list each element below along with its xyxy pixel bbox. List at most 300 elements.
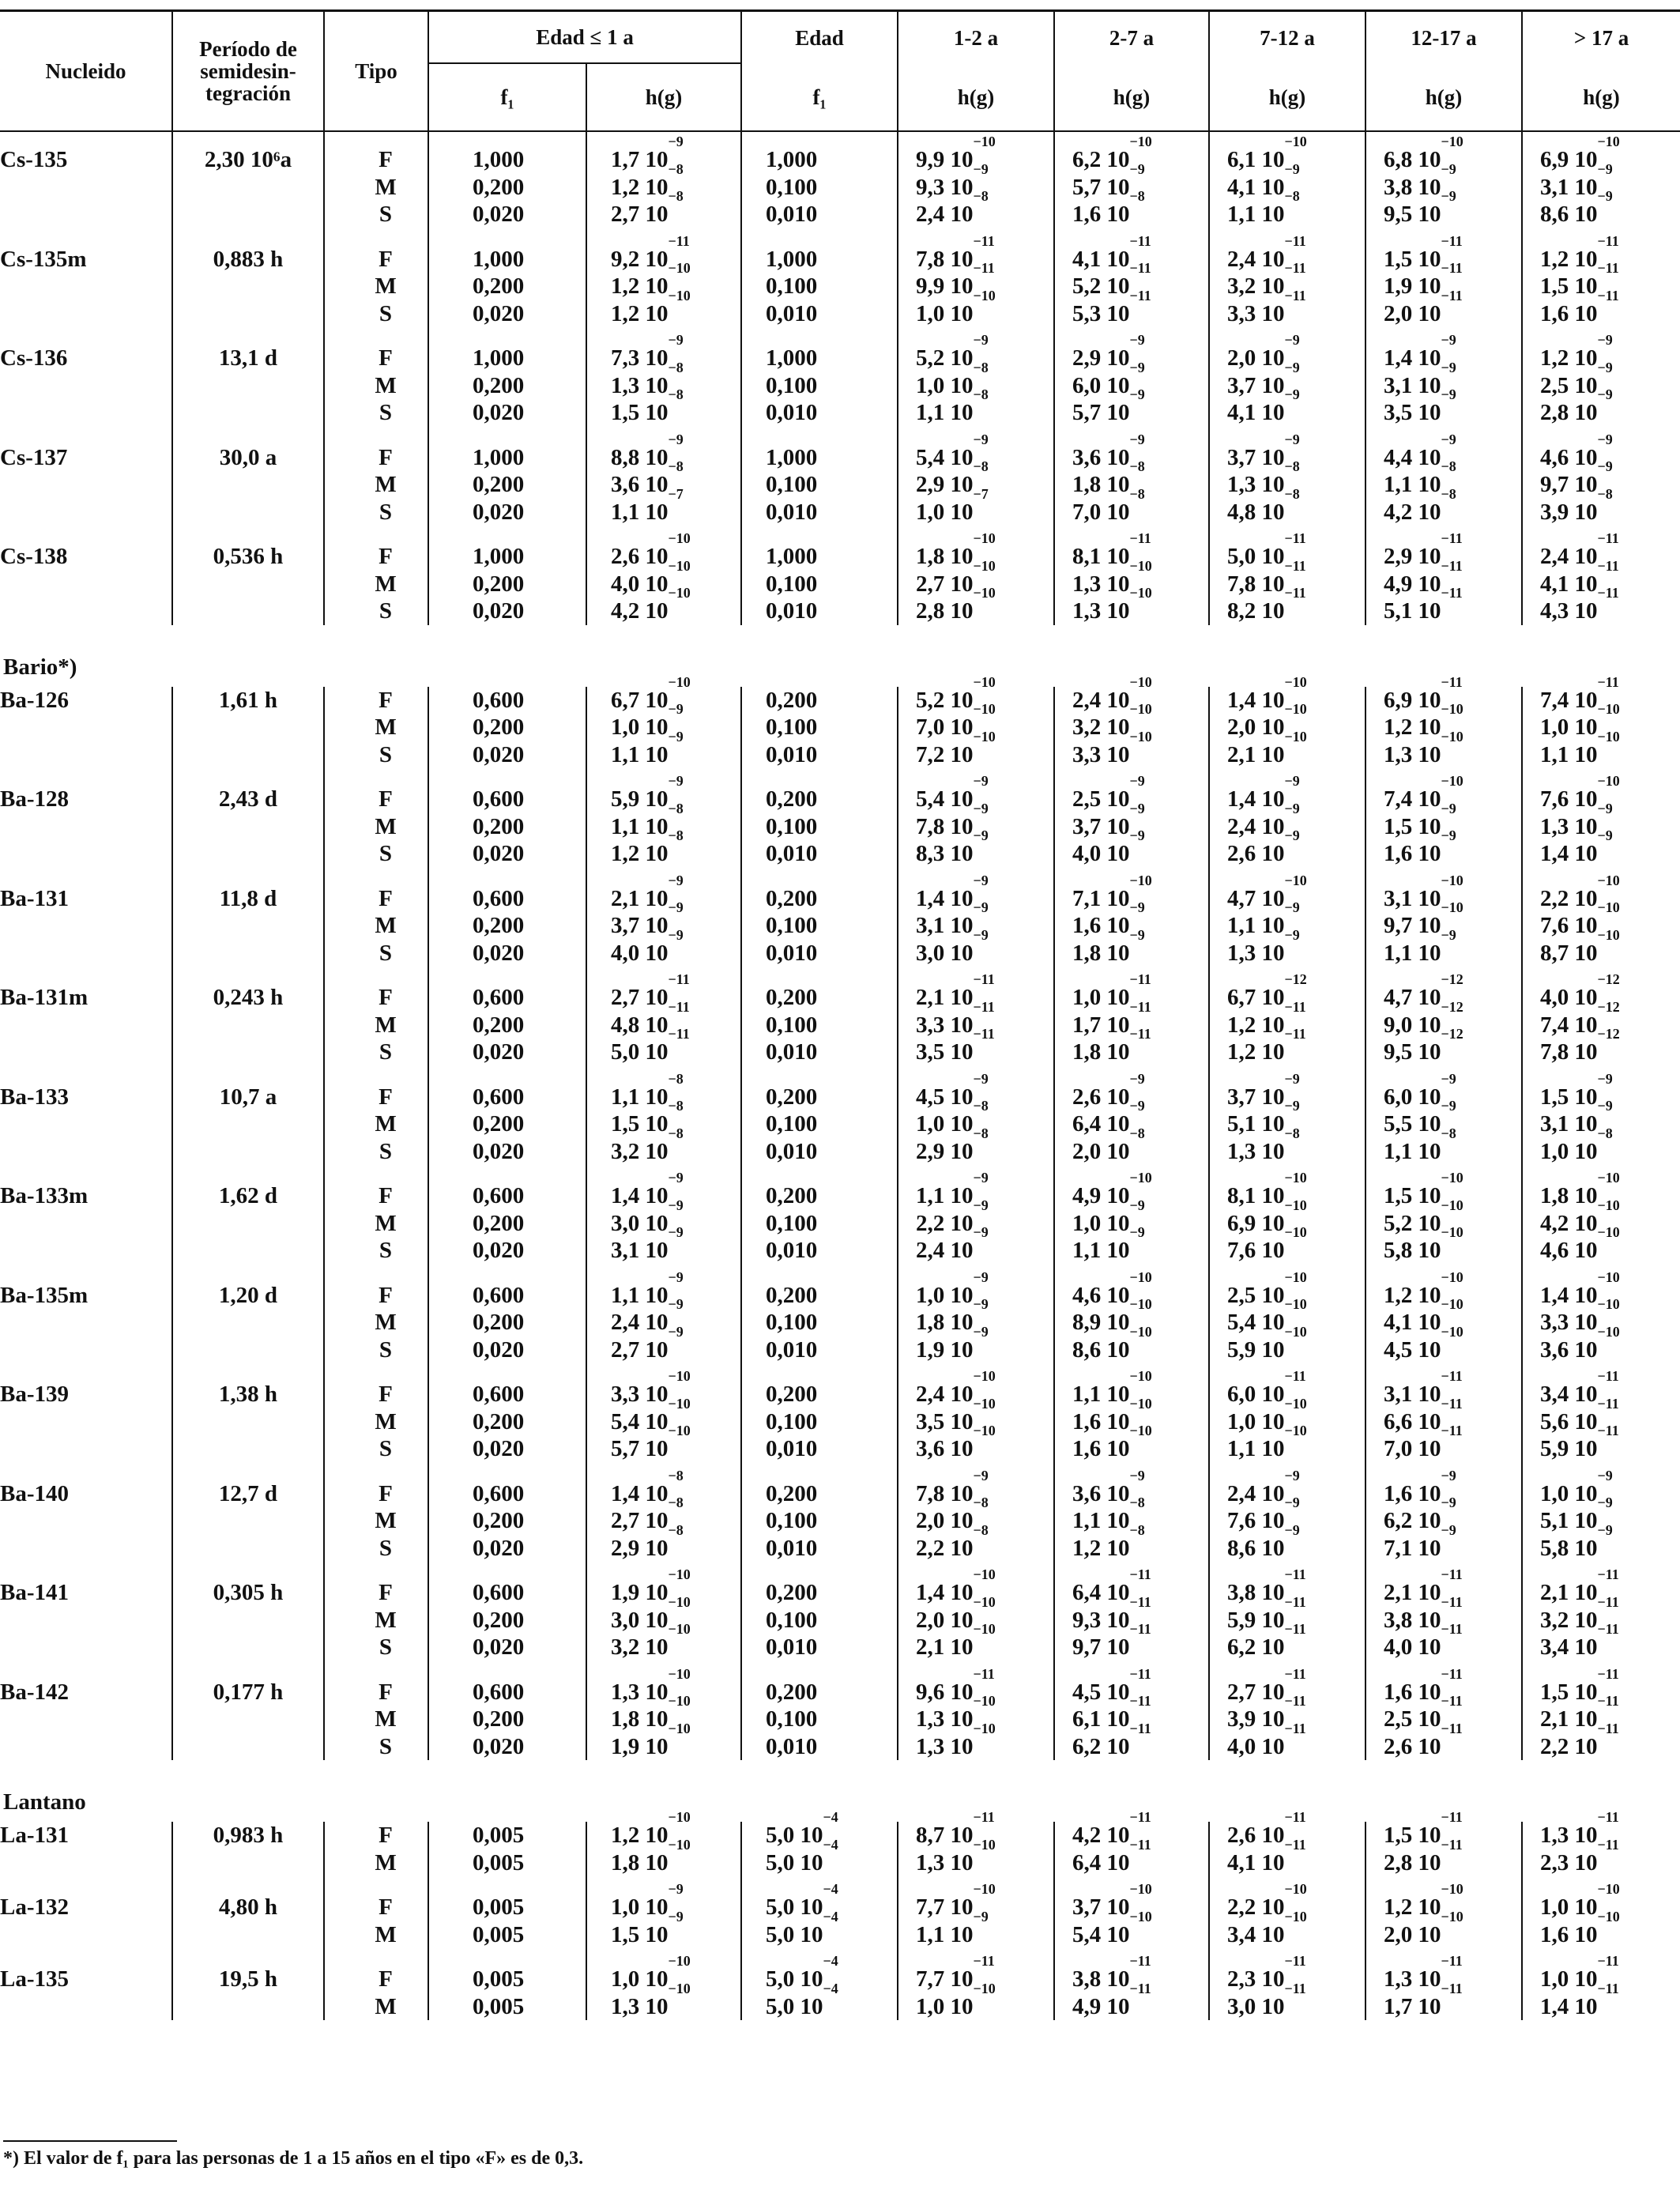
hg-infant-value: 2,4 $10^{-9}$ xyxy=(611,1296,684,1335)
hg-age-4-value: 9,0 $10^{-12}$ xyxy=(1384,998,1463,1038)
f1-infant-value: 1,000 xyxy=(473,544,525,569)
hg-age-2-value: 1,0 $10^{-11}$ xyxy=(1072,971,1151,1010)
header-hg-4: h(g) xyxy=(1365,63,1522,131)
hg-age-3-value: 3,2 $10^{-11}$ xyxy=(1227,260,1306,299)
hg-age-5-value: 1,0 $10^{-9}$ xyxy=(1540,1467,1613,1506)
hg-age-4-value: 9,7 $10^{-10}$ xyxy=(1384,899,1463,938)
hg-age-2 xyxy=(1054,1562,1209,1661)
hg-age-4-value: 1,5 $10^{-11}$ xyxy=(1384,232,1463,272)
hg-age-2-value: 1,1 $10^{-8}$ xyxy=(1072,1495,1145,1533)
hg-age-3-value: 3,8 $10^{-11}$ xyxy=(1227,1566,1306,1605)
hg-age-4-value: 5,1 $10^{-11}$ xyxy=(1384,585,1463,624)
half-life: 2,30 10⁶a xyxy=(172,131,324,228)
hg-age-4-value: 1,3 $10^{-10}$ xyxy=(1384,728,1463,767)
f1-infant-value: 0,200 xyxy=(473,372,525,398)
f1-infant xyxy=(428,1165,586,1265)
hg-infant-value: 1,2 $10^{-8}$ xyxy=(611,827,684,866)
hg-infant xyxy=(586,1948,741,2020)
tipo-value: F xyxy=(379,246,393,272)
hg-age-4-value: 7,1 $10^{-9}$ xyxy=(1384,1521,1456,1561)
hg-age-4 xyxy=(1365,1066,1522,1166)
half-life: 10,7 a xyxy=(172,1066,324,1166)
f1-older-value: 0,100 xyxy=(766,1408,818,1434)
hg-infant-value: 1,7 $10^{-9}$ xyxy=(611,134,684,172)
hg-infant-value: 1,1 $10^{-9}$ xyxy=(611,1269,684,1308)
hg-age-4-value: 4,7 $10^{-12}$ xyxy=(1384,971,1463,1010)
hg-infant xyxy=(586,526,741,625)
hg-age-2-value: 6,1 $10^{-11}$ xyxy=(1072,1693,1151,1732)
hg-age-2-value: 5,2 $10^{-11}$ xyxy=(1072,260,1151,299)
hg-age-3-value: 1,0 $10^{-10}$ xyxy=(1227,1395,1307,1434)
half-life: 1,38 h xyxy=(172,1363,324,1463)
hg-age-4-value: 6,2 $10^{-9}$ xyxy=(1384,1495,1456,1533)
nuclide-name: Ba-133 xyxy=(0,1084,69,1110)
nuclide-row xyxy=(0,526,1680,625)
tipo-value: F xyxy=(379,1183,393,1208)
hg-age-2-value: 9,7 $10^{-11}$ xyxy=(1072,1621,1151,1660)
half-life: 1,61 h xyxy=(172,687,324,769)
hg-age-2-value: 1,8 $10^{-8}$ xyxy=(1072,458,1145,497)
hg-infant-value: 1,1 $10^{-9}$ xyxy=(611,728,684,767)
hg-infant-value: 1,8 $10^{-10}$ xyxy=(611,1693,691,1732)
hg-age-2-value: 8,1 $10^{-11}$ xyxy=(1072,530,1151,569)
half-life: 0,305 h xyxy=(172,1562,324,1661)
f1-infant xyxy=(428,228,586,328)
hg-age-4-value: 3,1 $10^{-10}$ xyxy=(1384,872,1463,911)
f1-infant-value: 0,005 xyxy=(473,1993,525,2019)
hg-age-4-value: 1,2 $10^{-10}$ xyxy=(1384,701,1463,740)
f1-older xyxy=(741,1948,898,2020)
hg-infant-value: 3,2 $10^{-10}$ xyxy=(611,1621,691,1660)
tipo-value: M xyxy=(375,571,397,597)
hg-age-5-value: 1,1 $10^{-10}$ xyxy=(1540,728,1620,767)
footnote: *) El valor de f₁ para las personas de 1 a 15 años en el tipo «F» es de 0,3. xyxy=(3,2148,584,2169)
f1-older-value: 0,010 xyxy=(766,940,818,966)
hg-age-3-value: 7,8 $10^{-11}$ xyxy=(1227,557,1306,597)
header-hg-1: h(g) xyxy=(898,63,1054,131)
hg-age-3-value: 2,0 $10^{-9}$ xyxy=(1227,332,1300,371)
f1-infant-value: 0,020 xyxy=(473,1733,525,1759)
f1-older xyxy=(741,427,898,526)
tipo xyxy=(324,1363,428,1463)
hg-age-1-value: 2,9 $10^{-8}$ xyxy=(916,458,989,497)
dose-coefficient-table xyxy=(0,9,1680,2020)
hg-infant-value: 1,1 $10^{-8}$ xyxy=(611,800,684,839)
f1-infant xyxy=(428,1265,586,1364)
f1-infant-value: 1,000 xyxy=(473,246,525,272)
hg-age-2 xyxy=(1054,1066,1209,1166)
tipo xyxy=(324,768,428,868)
tipo-value: F xyxy=(379,544,393,569)
nuclide-row xyxy=(0,427,1680,526)
hg-age-4-value: 4,1 $10^{-10}$ xyxy=(1384,1296,1463,1335)
hg-age-1-value: 2,4 $10^{-9}$ xyxy=(916,1224,989,1263)
hg-age-2-value: 3,8 $10^{-11}$ xyxy=(1072,1953,1151,1992)
hg-infant-value: 1,0 $10^{-9}$ xyxy=(611,1881,684,1920)
hg-age-1-value: 2,4 $10^{-8}$ xyxy=(916,188,989,227)
tipo-value: S xyxy=(379,300,393,326)
hg-age-3-value: 2,4 $10^{-9}$ xyxy=(1227,1467,1300,1506)
f1-infant xyxy=(428,1822,586,1876)
hg-age-5-value: 4,0 $10^{-12}$ xyxy=(1540,971,1620,1010)
hg-age-5-value: 1,5 $10^{-9}$ xyxy=(1540,1070,1613,1110)
f1-infant xyxy=(428,768,586,868)
hg-age-4-value: 9,5 $10^{-9}$ xyxy=(1384,188,1456,227)
hg-infant-value: 9,2 $10^{-11}$ xyxy=(611,232,690,272)
hg-age-5-value: 2,8 $10^{-9}$ xyxy=(1540,386,1613,425)
hg-age-4-value: 3,8 $10^{-11}$ xyxy=(1384,1593,1463,1633)
hg-age-2-value: 8,6 $10^{-10}$ xyxy=(1072,1323,1152,1363)
hg-age-5 xyxy=(1522,1876,1680,1948)
hg-age-4-value: 1,5 $10^{-9}$ xyxy=(1384,800,1456,839)
hg-age-3-value: 2,3 $10^{-11}$ xyxy=(1227,1953,1306,1992)
hg-infant-value: 5,0 $10^{-11}$ xyxy=(611,1026,690,1065)
hg-age-2-value: 1,6 $10^{-8}$ xyxy=(1072,188,1145,227)
nuclide-row xyxy=(0,687,1680,769)
hg-age-2-value: 9,3 $10^{-11}$ xyxy=(1072,1593,1151,1633)
f1-infant-value: 0,020 xyxy=(473,741,525,767)
f1-older-value: 0,100 xyxy=(766,913,818,938)
hg-age-1-value: 2,2 $10^{-8}$ xyxy=(916,1521,989,1561)
f1-infant-value: 0,600 xyxy=(473,1580,525,1605)
hg-age-5-value: 1,2 $10^{-9}$ xyxy=(1540,332,1613,371)
hg-age-4-value: 7,4 $10^{-10}$ xyxy=(1384,773,1463,812)
hg-infant-value: 1,0 $10^{-9}$ xyxy=(611,701,684,740)
hg-infant-value: 5,4 $10^{-10}$ xyxy=(611,1395,691,1434)
f1-infant-value: 0,600 xyxy=(473,1282,525,1308)
hg-age-3-value: 3,9 $10^{-11}$ xyxy=(1227,1693,1306,1732)
hg-age-5-value: 1,0 $10^{-10}$ xyxy=(1540,701,1620,740)
hg-age-2-value: 1,6 $10^{-9}$ xyxy=(1072,899,1145,938)
f1-older-value: 0,010 xyxy=(766,499,818,525)
tipo-value: F xyxy=(379,1282,393,1308)
hg-age-2 xyxy=(1054,1363,1209,1463)
hg-age-1-value: 1,4 $10^{-10}$ xyxy=(916,1566,996,1605)
hg-age-1-value: 1,3 $10^{-10}$ xyxy=(916,1720,996,1759)
f1-infant-value: 0,600 xyxy=(473,985,525,1010)
hg-age-2-value: 4,2 $10^{-11}$ xyxy=(1072,1809,1151,1848)
f1-infant-value: 0,200 xyxy=(473,813,525,839)
f1-older-value: 0,100 xyxy=(766,1310,818,1335)
hg-age-3-value: 1,4 $10^{-9}$ xyxy=(1227,773,1300,812)
nuclide-name: Ba-139 xyxy=(0,1382,69,1407)
hg-age-1-value: 1,0 $10^{-7}$ xyxy=(916,485,989,525)
hg-age-1 xyxy=(898,228,1054,328)
hg-age-3-value: 1,1 $10^{-10}$ xyxy=(1227,1423,1307,1461)
hg-infant-value: 1,5 $10^{-8}$ xyxy=(611,1098,684,1137)
hg-age-5-value: 5,6 $10^{-11}$ xyxy=(1540,1395,1619,1434)
f1-infant-value: 0,200 xyxy=(473,1607,525,1633)
header-edad: Edad xyxy=(741,11,898,64)
hg-age-5-value: 1,3 $10^{-11}$ xyxy=(1540,1809,1619,1848)
f1-infant-value: 0,200 xyxy=(473,1508,525,1533)
hg-infant-value: 3,2 $10^{-8}$ xyxy=(611,1125,684,1164)
f1-older xyxy=(741,1066,898,1166)
f1-infant-value: 0,020 xyxy=(473,1634,525,1660)
hg-infant xyxy=(586,768,741,868)
f1-older xyxy=(741,1876,898,1948)
hg-age-3 xyxy=(1209,1463,1365,1563)
hg-age-3-value: 1,3 $10^{-8}$ xyxy=(1227,458,1300,497)
hg-age-5-value: 2,4 $10^{-11}$ xyxy=(1540,530,1619,569)
hg-age-4-value: 2,1 $10^{-11}$ xyxy=(1384,1566,1463,1605)
hg-age-5-value: 4,3 $10^{-11}$ xyxy=(1540,585,1619,624)
header-age-2: 2-7 a xyxy=(1054,11,1209,64)
hg-age-2-value: 1,0 $10^{-9}$ xyxy=(1072,1197,1145,1236)
f1-infant-value: 0,020 xyxy=(473,841,525,866)
hg-age-2-value: 1,3 $10^{-10}$ xyxy=(1072,557,1152,597)
half-life: 1,20 d xyxy=(172,1265,324,1364)
hg-infant-value: 7,3 $10^{-9}$ xyxy=(611,332,684,371)
header-tipo: Tipo xyxy=(324,11,428,132)
f1-infant xyxy=(428,868,586,967)
tipo-value: F xyxy=(379,985,393,1010)
hg-age-3-value: 1,4 $10^{-10}$ xyxy=(1227,673,1307,713)
hg-age-1-value: 1,3 $10^{-10}$ xyxy=(916,1693,996,1732)
hg-age-2-value: 2,6 $10^{-9}$ xyxy=(1072,1070,1145,1110)
hg-age-5 xyxy=(1522,673,1680,769)
tipo xyxy=(324,1822,428,1876)
f1-older-value: 0,100 xyxy=(766,273,818,299)
hg-age-1 xyxy=(898,768,1054,868)
hg-age-3 xyxy=(1209,427,1365,526)
f1-older-value: 0,200 xyxy=(766,1282,818,1308)
tipo-value: F xyxy=(379,687,393,713)
header-age-5: > 17 a xyxy=(1522,11,1680,64)
hg-age-3-value: 2,6 $10^{-9}$ xyxy=(1227,827,1300,866)
f1-infant-value: 0,020 xyxy=(473,202,525,227)
tipo-value: S xyxy=(379,1039,393,1065)
hg-age-4 xyxy=(1365,1876,1522,1948)
f1-older-value: 5,0 $10^{-4}$ xyxy=(766,1809,838,1848)
hg-age-2-value: 1,6 $10^{-10}$ xyxy=(1072,1423,1152,1461)
hg-age-2 xyxy=(1054,868,1209,967)
f1-infant-value: 0,600 xyxy=(473,1084,525,1110)
nuclide-row xyxy=(0,868,1680,967)
hg-age-5 xyxy=(1522,1265,1680,1364)
hg-age-1-value: 7,0 $10^{-10}$ xyxy=(916,701,996,740)
f1-infant-value: 0,200 xyxy=(473,1706,525,1732)
tipo-value: S xyxy=(379,940,393,966)
hg-age-3-value: 1,2 $10^{-11}$ xyxy=(1227,1026,1306,1065)
hg-age-3-value: 1,2 $10^{-11}$ xyxy=(1227,998,1306,1038)
hg-age-3 xyxy=(1209,1165,1365,1265)
hg-age-1-value: 2,1 $10^{-11}$ xyxy=(916,971,995,1010)
hg-age-1-value: 2,4 $10^{-10}$ xyxy=(916,1368,996,1407)
tipo-value: S xyxy=(379,499,393,525)
hg-age-2-value: 6,2 $10^{-10}$ xyxy=(1072,134,1152,172)
f1-infant-value: 0,020 xyxy=(473,1039,525,1065)
hg-age-4-value: 6,8 $10^{-10}$ xyxy=(1384,134,1463,172)
f1-infant-value: 0,200 xyxy=(473,472,525,497)
hg-infant-value: 4,8 $10^{-11}$ xyxy=(611,998,690,1038)
hg-age-1-value: 2,2 $10^{-9}$ xyxy=(916,1197,989,1236)
hg-age-2-value: 6,0 $10^{-9}$ xyxy=(1072,359,1145,398)
nuclide-row xyxy=(0,768,1680,868)
hg-age-1 xyxy=(898,1661,1054,1761)
hg-age-3 xyxy=(1209,1661,1365,1761)
f1-older xyxy=(741,327,898,427)
f1-infant-value: 0,005 xyxy=(473,1921,525,1947)
hg-age-2-value: 5,4 $10^{-10}$ xyxy=(1072,1908,1152,1947)
hg-age-5-value: 1,0 $10^{-8}$ xyxy=(1540,1125,1613,1164)
hg-age-3-value: 1,3 $10^{-9}$ xyxy=(1227,926,1300,966)
hg-age-4-value: 6,0 $10^{-9}$ xyxy=(1384,1070,1456,1110)
f1-infant xyxy=(428,131,586,228)
f1-older-value: 0,200 xyxy=(766,687,818,713)
tipo-value: S xyxy=(379,202,393,227)
f1-infant-value: 0,200 xyxy=(473,571,525,597)
f1-older-value: 0,010 xyxy=(766,1039,818,1065)
f1-older-value: 0,100 xyxy=(766,1607,818,1633)
hg-age-3-value: 4,1 $10^{-9}$ xyxy=(1227,386,1300,425)
hg-age-2 xyxy=(1054,1948,1209,2020)
hg-age-5-value: 1,6 $10^{-10}$ xyxy=(1540,1908,1620,1947)
tipo-value: M xyxy=(375,1849,397,1875)
hg-age-4-value: 2,0 $10^{-10}$ xyxy=(1384,1908,1463,1947)
hg-infant-value: 1,5 $10^{-9}$ xyxy=(611,1908,684,1947)
hg-age-4-value: 9,5 $10^{-12}$ xyxy=(1384,1026,1463,1065)
f1-infant-value: 1,000 xyxy=(473,147,525,172)
hg-age-4 xyxy=(1365,1809,1522,1876)
hg-age-2-value: 7,1 $10^{-10}$ xyxy=(1072,872,1152,911)
hg-age-1-value: 3,1 $10^{-9}$ xyxy=(916,899,989,938)
f1-older xyxy=(741,1661,898,1761)
f1-infant xyxy=(428,327,586,427)
hg-age-1 xyxy=(898,1165,1054,1265)
tipo-value: F xyxy=(379,147,393,172)
tipo xyxy=(324,967,428,1066)
hg-age-5-value: 2,5 $10^{-9}$ xyxy=(1540,359,1613,398)
hg-age-1-value: 5,2 $10^{-10}$ xyxy=(916,673,996,713)
nuclide-row xyxy=(0,327,1680,427)
f1-older-value: 0,010 xyxy=(766,1436,818,1461)
nuclide-name: Ba-141 xyxy=(0,1580,69,1605)
hg-infant-value: 1,1 $10^{-8}$ xyxy=(611,1070,684,1110)
hg-age-3 xyxy=(1209,1809,1365,1876)
hg-age-5-value: 2,1 $10^{-11}$ xyxy=(1540,1693,1619,1732)
hg-infant-value: 1,2 $10^{-8}$ xyxy=(611,160,684,200)
hg-age-2-value: 7,0 $10^{-8}$ xyxy=(1072,485,1145,525)
f1-older-value: 0,100 xyxy=(766,1508,818,1533)
tipo-value: S xyxy=(379,1733,393,1759)
f1-older-value: 5,0 $10^{-4}$ xyxy=(766,1908,838,1947)
nuclide-row xyxy=(0,1661,1680,1761)
hg-age-5 xyxy=(1522,1948,1680,2020)
hg-age-1 xyxy=(898,967,1054,1066)
tipo-value: M xyxy=(375,1607,397,1633)
hg-age-5 xyxy=(1522,1562,1680,1661)
hg-age-2 xyxy=(1054,131,1209,228)
hg-age-5-value: 5,1 $10^{-9}$ xyxy=(1540,1495,1613,1533)
f1-older-value: 5,0 $10^{-4}$ xyxy=(766,1836,838,1875)
hg-age-1-value: 1,0 $10^{-10}$ xyxy=(916,287,996,326)
hg-age-2-value: 1,6 $10^{-10}$ xyxy=(1072,1395,1152,1434)
hg-age-4-value: 3,5 $10^{-9}$ xyxy=(1384,386,1456,425)
nuclide-row xyxy=(0,1066,1680,1166)
hg-infant-value: 5,7 $10^{-10}$ xyxy=(611,1423,691,1461)
f1-infant-value: 0,020 xyxy=(473,499,525,525)
hg-infant-value: 1,4 $10^{-8}$ xyxy=(611,1467,684,1506)
f1-older-value: 1,000 xyxy=(766,246,818,272)
hg-age-2-value: 3,7 $10^{-9}$ xyxy=(1072,800,1145,839)
f1-infant-value: 0,005 xyxy=(473,1894,525,1920)
f1-older-value: 0,010 xyxy=(766,1238,818,1263)
hg-infant-value: 4,2 $10^{-10}$ xyxy=(611,585,691,624)
hg-age-3 xyxy=(1209,768,1365,868)
tipo-value: M xyxy=(375,273,397,299)
hg-age-5-value: 6,9 $10^{-10}$ xyxy=(1540,134,1620,172)
hg-age-2-value: 5,7 $10^{-9}$ xyxy=(1072,386,1145,425)
tipo xyxy=(324,131,428,228)
hg-age-4 xyxy=(1365,868,1522,967)
hg-age-1-value: 2,7 $10^{-10}$ xyxy=(916,557,996,597)
tipo-value: F xyxy=(379,444,393,470)
hg-age-1-value: 1,4 $10^{-9}$ xyxy=(916,872,989,911)
f1-older-value: 0,200 xyxy=(766,1084,818,1110)
hg-age-4 xyxy=(1365,526,1522,625)
f1-older-value: 0,100 xyxy=(766,372,818,398)
hg-age-1-value: 5,2 $10^{-9}$ xyxy=(916,332,989,371)
hg-age-2-value: 3,6 $10^{-9}$ xyxy=(1072,1467,1145,1506)
f1-infant xyxy=(428,526,586,625)
hg-age-3-value: 1,1 $10^{-8}$ xyxy=(1227,188,1300,227)
hg-age-1-value: 7,8 $10^{-11}$ xyxy=(916,232,995,272)
nuclide-row xyxy=(0,1363,1680,1463)
hg-infant-value: 1,9 $10^{-10}$ xyxy=(611,1720,691,1759)
f1-infant-value: 0,020 xyxy=(473,1238,525,1263)
hg-age-3-value: 7,6 $10^{-10}$ xyxy=(1227,1224,1307,1263)
hg-age-5-value: 1,5 $10^{-11}$ xyxy=(1540,260,1619,299)
hg-age-5 xyxy=(1522,327,1680,427)
hg-infant-value: 1,8 $10^{-10}$ xyxy=(611,1836,691,1875)
f1-infant-value: 0,200 xyxy=(473,714,525,740)
header-hg-infant: h(g) xyxy=(586,63,741,131)
hg-age-1 xyxy=(898,327,1054,427)
hg-infant-value: 1,3 $10^{-10}$ xyxy=(611,1665,691,1705)
tipo-value: F xyxy=(379,1580,393,1605)
hg-age-4-value: 4,9 $10^{-11}$ xyxy=(1384,557,1463,597)
hg-age-4-value: 1,3 $10^{-11}$ xyxy=(1384,1953,1463,1992)
hg-age-4-value: 4,4 $10^{-9}$ xyxy=(1384,431,1456,470)
f1-infant-value: 1,000 xyxy=(473,345,525,371)
hg-age-1-value: 1,0 $10^{-10}$ xyxy=(916,1980,996,2019)
element-heading-row xyxy=(0,1760,1680,1822)
hg-age-3-value: 3,4 $10^{-10}$ xyxy=(1227,1908,1307,1947)
f1-infant xyxy=(428,1876,586,1948)
hg-infant-value: 2,7 $10^{-9}$ xyxy=(611,1323,684,1363)
hg-age-5-value: 1,8 $10^{-10}$ xyxy=(1540,1170,1620,1208)
hg-age-5 xyxy=(1522,526,1680,625)
hg-age-5-value: 1,6 $10^{-11}$ xyxy=(1540,287,1619,326)
nuclide-name: Ba-140 xyxy=(0,1480,69,1506)
hg-age-1 xyxy=(898,1948,1054,2020)
hg-age-1 xyxy=(898,1363,1054,1463)
hg-age-2-value: 3,7 $10^{-10}$ xyxy=(1072,1881,1152,1920)
hg-age-3-value: 5,9 $10^{-10}$ xyxy=(1227,1323,1307,1363)
hg-infant xyxy=(586,1661,741,1761)
hg-age-5-value: 3,9 $10^{-8}$ xyxy=(1540,485,1613,525)
hg-age-5-value: 7,4 $10^{-11}$ xyxy=(1540,673,1619,713)
hg-age-1 xyxy=(898,1809,1054,1876)
f1-older-value: 0,100 xyxy=(766,1012,818,1038)
f1-older-value: 0,010 xyxy=(766,1138,818,1164)
f1-infant-value: 0,200 xyxy=(473,1408,525,1434)
half-life: 0,177 h xyxy=(172,1661,324,1761)
hg-age-2 xyxy=(1054,1876,1209,1948)
hg-infant xyxy=(586,868,741,967)
hg-age-3-value: 6,9 $10^{-10}$ xyxy=(1227,1197,1307,1236)
